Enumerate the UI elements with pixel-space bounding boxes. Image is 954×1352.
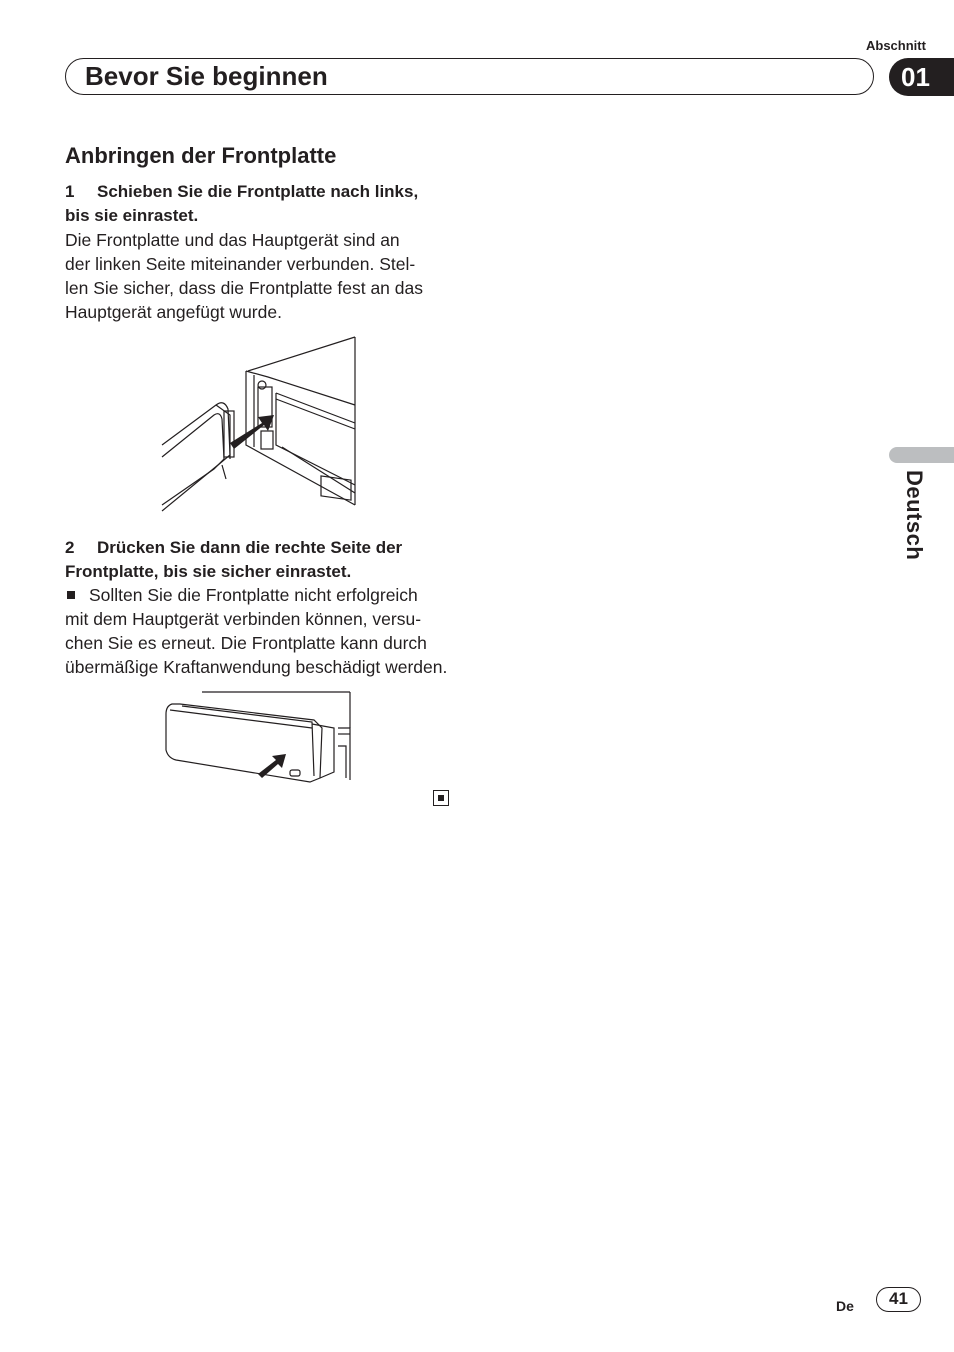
note-text: Sollten Sie die Frontplatte nicht erfolgreich [89,585,418,605]
note-line-1 [65,583,465,607]
chapter-number-badge: 01 [889,58,954,96]
end-of-section-icon [433,790,449,806]
note-line: übermäßige Kraftanwendung beschädigt werden. [65,657,448,677]
step-2-note [65,583,465,679]
body-line: Die Frontplatte und das Hauptgerät sind an [65,230,400,250]
step-1-number: 1 [65,182,75,201]
note-line: mit dem Hauptgerät verbinden können, versu- [65,609,422,629]
page-title: Bevor Sie beginnen [85,61,328,91]
step-1-body [65,228,457,324]
step-2-title [65,536,455,584]
step-2-title-line-2: Frontplatte, bis sie sicher einrastet. [65,562,352,581]
page-number: 41 [876,1287,921,1312]
step-1-title-line-2: bis sie einrastet. [65,206,199,225]
front-panel-press-illustration [162,688,354,784]
front-panel-slide-illustration [158,335,358,513]
section-label: Abschnitt [866,38,926,53]
body-line: Hauptgerät angefügt wurde. [65,302,282,322]
footer-language-code: De [836,1298,854,1314]
body-line: der linken Seite miteinander verbunden. Stel- [65,254,416,274]
body-line: len Sie sicher, dass die Frontplatte fest an das [65,278,423,298]
step-1-title-line-1: Schieben Sie die Frontplatte nach links, [97,182,419,201]
section-heading: Anbringen der Frontplatte [65,143,337,168]
bullet-square-icon [67,591,75,599]
step-2-title-line-1: Drücken Sie dann die rechte Seite der [97,538,403,557]
language-tab [889,447,954,463]
step-2-number: 2 [65,538,75,557]
language-label: Deutsch [902,470,927,561]
note-line: chen Sie es erneut. Die Frontplatte kann durch [65,633,427,653]
step-1-title [65,180,455,228]
